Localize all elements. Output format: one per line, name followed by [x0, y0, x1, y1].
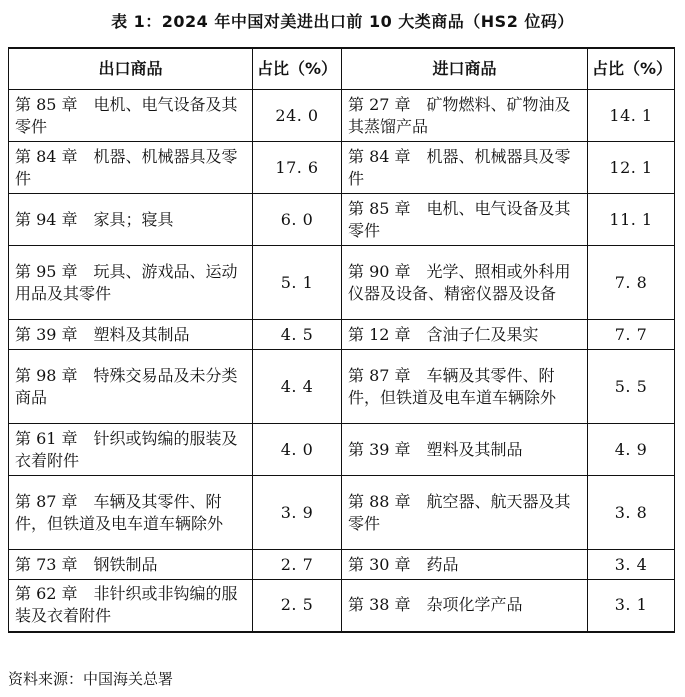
import-goods-cell: 第 85 章 电机、电气设备及其零件	[342, 194, 588, 246]
import-goods-cell: 第 30 章 药品	[342, 550, 588, 580]
table-row	[9, 424, 675, 476]
export-goods-cell: 第 98 章 特殊交易品及未分类商品	[9, 350, 253, 424]
export-share-cell: 17. 6	[253, 142, 342, 194]
export-goods-cell: 第 73 章 钢铁制品	[9, 550, 253, 580]
export-share-cell: 3. 9	[253, 476, 342, 550]
table-row	[9, 550, 675, 580]
import-share-cell: 14. 1	[588, 90, 675, 142]
import-goods-cell: 第 38 章 杂项化学产品	[342, 580, 588, 632]
export-goods-cell: 第 39 章 塑料及其制品	[9, 320, 253, 350]
export-goods-cell: 第 94 章 家具；寝具	[9, 194, 253, 246]
header-import-goods: 进口商品	[342, 48, 588, 90]
import-share-cell: 3. 4	[588, 550, 675, 580]
table-row	[9, 320, 675, 350]
header-row	[9, 48, 675, 90]
table-row	[9, 350, 675, 424]
export-goods-cell: 第 62 章 非针织或非钩编的服装及衣着附件	[9, 580, 253, 632]
table-row	[9, 580, 675, 632]
source-note: 资料来源：中国海关总署	[8, 670, 174, 688]
export-goods-cell: 第 87 章 车辆及其零件、附件，但铁道及电车道车辆除外	[9, 476, 253, 550]
export-goods-cell: 第 95 章 玩具、游戏品、运动用品及其零件	[9, 246, 253, 320]
export-share-cell: 2. 5	[253, 580, 342, 632]
import-share-cell: 7. 8	[588, 246, 675, 320]
header-export-goods: 出口商品	[9, 48, 253, 90]
trade-table	[8, 47, 675, 633]
export-share-cell: 6. 0	[253, 194, 342, 246]
table-row	[9, 142, 675, 194]
import-share-cell: 3. 8	[588, 476, 675, 550]
import-goods-cell: 第 27 章 矿物燃料、矿物油及其蒸馏产品	[342, 90, 588, 142]
import-share-cell: 12. 1	[588, 142, 675, 194]
import-share-cell: 3. 1	[588, 580, 675, 632]
export-goods-cell: 第 61 章 针织或钩编的服装及衣着附件	[9, 424, 253, 476]
export-share-cell: 24. 0	[253, 90, 342, 142]
import-goods-cell: 第 39 章 塑料及其制品	[342, 424, 588, 476]
import-share-cell: 7. 7	[588, 320, 675, 350]
export-goods-cell: 第 85 章 电机、电气设备及其零件	[9, 90, 253, 142]
import-share-cell: 5. 5	[588, 350, 675, 424]
export-share-cell: 4. 5	[253, 320, 342, 350]
import-goods-cell: 第 90 章 光学、照相或外科用仪器及设备、精密仪器及设备	[342, 246, 588, 320]
import-goods-cell: 第 88 章 航空器、航天器及其零件	[342, 476, 588, 550]
import-goods-cell: 第 84 章 机器、机械器具及零件	[342, 142, 588, 194]
import-goods-cell: 第 12 章 含油子仁及果实	[342, 320, 588, 350]
export-share-cell: 2. 7	[253, 550, 342, 580]
export-share-cell: 5. 1	[253, 246, 342, 320]
header-export-share: 占比（%）	[253, 48, 342, 90]
table-title: 表 1：2024 年中国对美进出口前 10 大类商品（HS2 位码）	[111, 12, 574, 31]
export-share-cell: 4. 0	[253, 424, 342, 476]
table-row	[9, 90, 675, 142]
import-share-cell: 11. 1	[588, 194, 675, 246]
table-row	[9, 194, 675, 246]
export-share-cell: 4. 4	[253, 350, 342, 424]
header-import-share: 占比（%）	[588, 48, 675, 90]
import-share-cell: 4. 9	[588, 424, 675, 476]
import-goods-cell: 第 87 章 车辆及其零件、附件，但铁道及电车道车辆除外	[342, 350, 588, 424]
table-row	[9, 246, 675, 320]
export-goods-cell: 第 84 章 机器、机械器具及零件	[9, 142, 253, 194]
table-row	[9, 476, 675, 550]
